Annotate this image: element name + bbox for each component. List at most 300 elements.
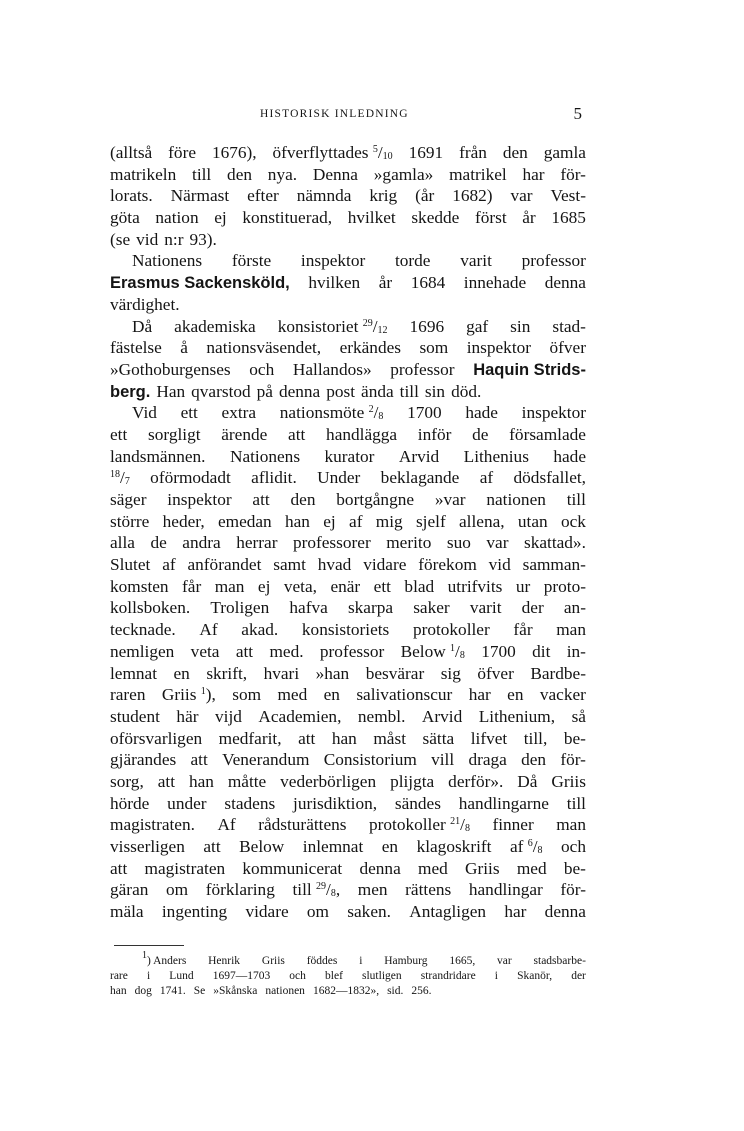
word: församlade [509,424,586,444]
footnote-marker: 1 [142,949,147,961]
word: oförsvarligen [110,728,203,748]
word: med [516,858,547,878]
word: förste [231,251,272,271]
word: saken. [347,902,391,922]
word: anförandet [187,555,262,575]
word: en [323,685,340,705]
word: Af [217,815,236,835]
text-line [110,641,586,663]
fraction-denominator: 8 [330,888,336,900]
word: och [561,837,586,856]
footnote-word: sid. [387,984,404,997]
word: här [176,706,199,726]
word: till, [523,728,548,748]
word: den [227,164,252,184]
word: ärende [221,424,268,444]
word: år [378,273,393,293]
word: ur [515,576,531,596]
word: död. [451,381,482,401]
word: be- [563,858,586,878]
word: mäla [110,902,144,922]
word: fästelse [110,338,162,358]
word: under [167,793,207,813]
word: öfver [477,663,514,683]
text-line [110,489,586,511]
text-line [110,858,586,880]
word: Under [317,468,361,488]
word: derför». [448,771,504,791]
word: ej [323,511,336,531]
word: vid [488,555,511,575]
word: lifvet [470,728,508,748]
text-line [110,142,586,164]
text-line [110,728,586,750]
text-line [110,793,586,815]
word: allena, [459,511,505,531]
word: professorer [292,533,371,553]
date-fraction: $^6/_8$ [527,837,543,856]
page-number: 5 [573,104,582,123]
word: de [472,424,489,444]
footnote-word: blef [325,969,343,982]
footnote-divider [114,945,184,946]
word: man [214,576,245,596]
text-line [110,554,586,576]
footnote-word: Griis [261,954,285,967]
word: dit [532,641,551,661]
word: gaf [466,316,489,336]
word: stad- [552,316,586,336]
word: landsmännen. [110,446,206,466]
word: in- [566,641,586,661]
footnote-word: dog [134,984,152,997]
word: vijd [215,706,242,726]
word: med. [269,641,304,661]
word: ej [214,208,227,228]
word: protokoller [412,620,490,640]
word: hafva [289,598,328,618]
word: nation [155,208,199,228]
word: akademiska [174,316,256,336]
word: man [556,620,586,640]
text-line [110,814,586,836]
word: af [162,555,176,575]
word: om [166,880,189,900]
word: der [521,598,544,618]
word: nämnda [296,186,352,206]
word: denna [359,858,401,878]
word: an- [563,598,586,618]
word: Antagligen [409,902,487,922]
word: be- [563,728,586,748]
word: af $^6/_8$ [509,837,543,856]
word: Nationens [229,446,301,466]
word: merito [386,533,432,553]
word: af [479,468,494,488]
text-line [110,576,586,598]
word: denna [544,902,586,922]
footnote-word: och [289,969,306,982]
word: för- [560,164,586,184]
text-line [110,316,586,338]
fraction-numerator: 6 [527,838,533,849]
footnote-line [110,969,586,984]
date-fraction: $^2/_8$ [368,403,384,423]
text-line [110,164,586,186]
footnote-word: 1665, [449,954,476,967]
text-line [110,511,586,533]
word: större [110,511,150,531]
text-line [110,294,586,316]
word: vidare [245,902,289,922]
word: Consistorium [323,750,417,770]
person-name: Erasmus Sackensköld, [110,274,290,293]
text-line [110,532,586,554]
word: Arvid [398,446,440,466]
date-fraction: $^{29}/_{12}$ [362,316,388,336]
fraction-denominator: 8 [464,823,470,835]
word: kollsboken. [110,598,191,618]
footnote-word: Skanör, [517,969,553,982]
word: protokoller $^{21}/_8$ [369,815,470,835]
word: inlemnat [302,837,364,856]
word: först [474,208,507,228]
word: till [192,164,212,184]
word: »Gothoburgenses [110,359,231,379]
word: visserligen [110,837,185,856]
footnote-word: Hamburg [384,954,428,967]
word: inspektor [466,338,532,358]
word: hade [465,403,498,423]
word: nationsväsendet, [206,338,322,358]
word: så [571,706,586,726]
footnote-word: 256. [411,984,432,997]
word: Griis [465,858,500,878]
word: samman- [522,555,586,575]
word: Arvid [421,706,463,726]
word: sätta [422,728,455,748]
word: han [331,728,357,748]
word: att [110,858,128,878]
word: hade [553,446,586,466]
word: gäran [110,880,149,900]
footnote-word: »Skånska [213,984,258,997]
word: förklaring [205,880,275,900]
text-line [110,597,586,619]
fraction-denominator: 8 [459,649,465,661]
word: som [419,338,449,358]
text-line [110,619,586,641]
word: förekom [418,555,477,575]
word: har [504,902,527,922]
word: en [173,663,190,683]
word: skarpa [347,598,394,618]
word: inspektor [167,490,232,509]
word: att [157,771,175,791]
footnote-lead: $^1$) Anders [142,949,187,967]
fraction-denominator: 8 [537,845,543,856]
text-line [110,706,586,728]
word: före [168,143,196,162]
word: Below [239,837,285,856]
word: 1685 [551,208,586,228]
word: får [513,620,533,640]
word: lorats. [110,186,153,206]
footnote-word: han [110,984,127,997]
word: sändes [394,793,441,813]
fraction-numerator: 18 [110,469,120,481]
word: har [522,164,545,184]
word: säger [110,490,147,509]
word: Lithenium, [478,706,556,726]
word: vidare [363,555,407,575]
word: nemligen [110,641,175,661]
text-line [110,185,586,207]
word: vacker [539,685,586,705]
date-fraction: $^{18}/_7$ [110,468,130,488]
word: rådsturättens [258,815,347,835]
word: sin [424,381,446,401]
word: erkändes [339,338,401,358]
text-line [110,901,586,923]
word: för- [560,880,586,900]
word: han [188,771,214,791]
word: skedde [411,208,460,228]
word: (år [415,186,435,206]
footnote-word: i [359,954,363,967]
word: får [182,576,202,596]
word: skrift, [206,663,248,683]
word: till [399,381,419,401]
text-line [110,359,586,381]
footnote-word: 1682—1832», [312,984,380,997]
word: öfverflyttades $^5/_{10}$ [272,143,393,162]
word: magistraten. [110,815,195,835]
word: klagoskrift [416,837,492,856]
footnote-word: Lund [169,969,194,982]
word: denna [278,381,321,401]
word: 1684 [410,273,446,293]
word: vid [136,229,159,249]
word: hvari [263,663,300,683]
word: till $^{29}/_8$, [292,880,341,900]
word: Below $^1/_8$ [400,641,465,661]
text-line [110,381,586,403]
word: n:r [164,229,184,249]
word: handlägga [326,424,398,444]
word: Griis [551,771,586,791]
word: att [190,750,208,770]
word: raren [110,685,146,705]
word: hörde [110,793,150,813]
text-line [110,879,586,901]
word: aflidit. [251,468,297,488]
word: Då [132,316,153,336]
word: torde [394,251,431,271]
word: matrikel [449,164,507,184]
footnote [110,949,586,999]
word: var [486,533,509,553]
word: ock [560,511,586,531]
word: 1676), [211,143,257,162]
word: och [249,359,275,379]
word: innehade [463,273,527,293]
word: 1682) [452,186,493,206]
word: suo [446,533,471,553]
word: den [502,143,528,162]
footnote-line [110,949,586,969]
word: ett [373,576,391,596]
word: kommunicerat [242,858,343,878]
word: Griis $^1$), [161,685,216,705]
footnote-word: Se [193,984,206,997]
word: konsistoriet $^{29}/_{12}$ [277,316,388,336]
footnote-word: slutligen [362,969,402,982]
word: hvad [317,555,352,575]
word: ett [180,403,198,423]
word: till [566,490,586,509]
fraction-numerator: 5 [372,144,378,155]
text-line [110,749,586,771]
footnote-word: föddes [306,954,338,967]
word: oförmodadt [150,468,231,488]
word: mig [375,511,403,531]
word: man [556,815,586,835]
word: med [277,685,308,705]
text-line [110,337,586,359]
word: professor [390,359,455,379]
footnote-reference: 1 [200,686,206,698]
word: ej [257,576,271,596]
word: enär [330,576,361,596]
word: att [235,641,254,661]
date-fraction: $^{29}/_8$, [316,880,341,900]
word: alla [110,533,135,553]
word: Af [199,620,218,640]
footnote-word: var [497,954,512,967]
footnote-word: Henrik [208,954,241,967]
word: Slutet [110,555,151,575]
word: en [507,685,524,705]
word: nya. [267,164,298,184]
word: saker [413,598,450,618]
word: efter [247,186,279,206]
word: sorgligt [148,424,201,444]
fraction-denominator: 10 [382,151,393,162]
text-line [110,424,586,446]
word: Lithenius [463,446,529,466]
word: utrifvits [447,576,503,596]
word: matrikeln [110,164,177,184]
word: inför [417,424,452,444]
fraction-numerator: 21 [450,816,461,828]
word: »var [434,490,466,509]
word: magistraten [144,858,226,878]
footnote-word: Anders [153,954,187,967]
footnote-word: i [146,969,151,982]
word: proto- [543,576,586,596]
word: sin [510,316,531,336]
word: Då [517,771,538,791]
word: att [298,728,316,748]
word: post [326,381,356,401]
word: ingenting [161,902,228,922]
fraction-numerator: 2 [368,404,374,416]
word: extra [221,403,257,423]
word: beklagande [380,468,460,488]
word: på [256,381,273,401]
word: varit [469,598,502,618]
word: inspektor [300,251,366,271]
word: som [232,685,262,705]
word: Troligen [210,598,270,618]
word: sorg, [110,771,144,791]
word: att [252,490,270,509]
word: gjärandes [110,750,177,770]
word: jurisdiktion, [293,793,378,813]
word: gamla [543,143,586,162]
word: öfver [549,338,586,358]
word: samt [273,555,306,575]
word: att [203,837,221,856]
word: utan [517,511,548,531]
word: (se [110,229,131,249]
footnote-word: nationen [265,984,305,997]
word: 1700 [407,403,442,423]
body-text [110,142,586,923]
footnote-word: 1697—1703 [212,969,271,982]
word: å [180,338,188,358]
word: har [468,685,491,705]
word: en [381,837,399,856]
fraction-numerator: 1 [450,642,456,654]
text-line [110,272,586,294]
word: Vest- [550,186,586,206]
word: den [290,490,316,509]
word: han [285,511,310,531]
word: till [566,793,586,813]
word: ända [361,381,394,401]
footnote-word: der [571,969,586,982]
word: emedan [217,511,272,531]
word: handlingar [468,880,543,900]
word: värdighet. [110,294,180,314]
word: för- [560,750,586,770]
footnote-line [110,984,586,999]
word: professor [521,251,586,271]
word: Bardbe- [530,663,586,683]
word: »gamla» [373,164,434,184]
word: hvilket [347,208,396,228]
word: ett [110,424,128,444]
word: draga [468,750,507,770]
word: konstituerad, [242,208,333,228]
word: dödsfallet, [513,468,586,488]
word: 1696 [409,316,445,336]
fraction-numerator: 29 [316,881,327,893]
word: stadens [224,793,276,813]
footnote-word: strandridare [420,969,476,982]
text-line [110,250,586,272]
word: sig [440,663,461,683]
word: qvarstod [191,381,251,401]
word: herrar [236,533,278,553]
fraction-numerator: 29 [362,317,373,329]
word: med [418,858,448,878]
word: denna [544,273,586,293]
footnote-word: 1741. [159,984,186,997]
word: vill [431,750,455,770]
